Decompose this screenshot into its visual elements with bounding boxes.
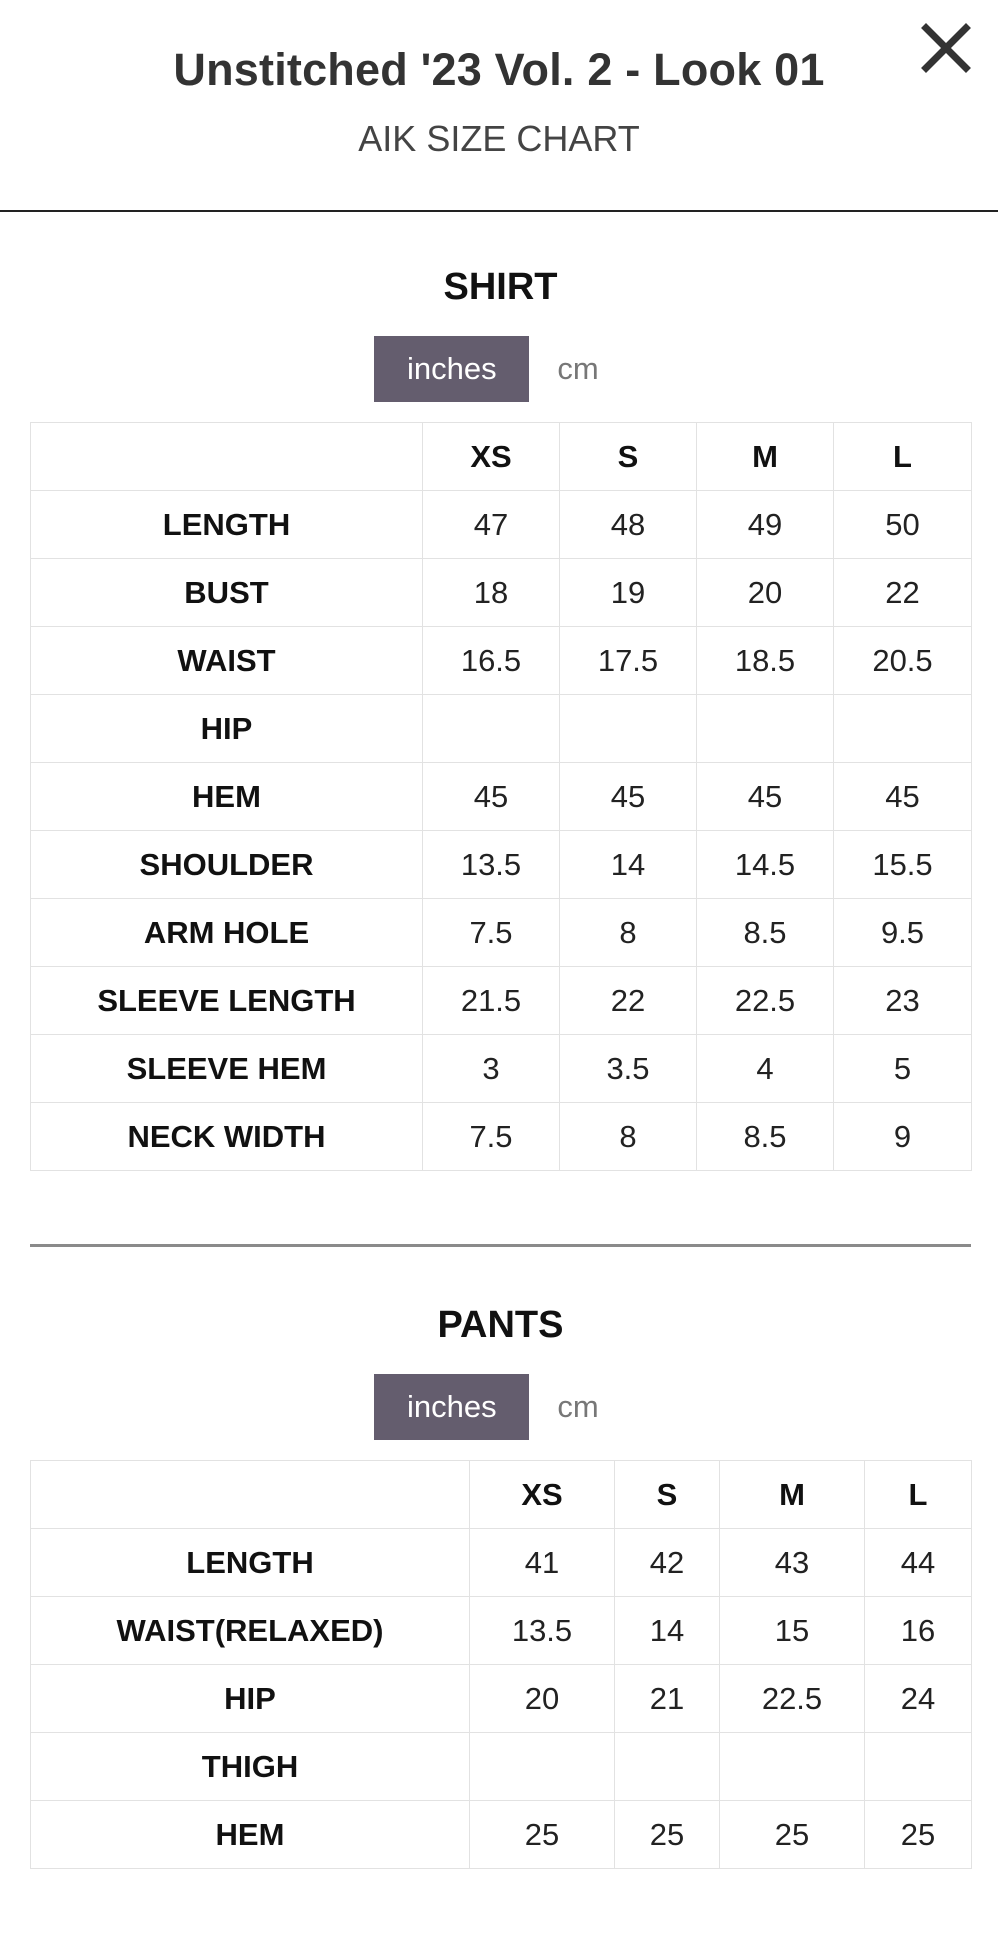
row-label: SLEEVE HEM: [31, 1035, 423, 1103]
row-label: WAIST(RELAXED): [31, 1597, 470, 1665]
table-cell: 15: [720, 1597, 865, 1665]
table-cell: 18: [423, 559, 560, 627]
table-cell: 9: [834, 1103, 972, 1171]
table-row: [31, 627, 972, 695]
table-cell: [423, 695, 560, 763]
shirt-size-table: [30, 422, 972, 1171]
table-cell: 44: [865, 1529, 972, 1597]
table-cell: 17.5: [560, 627, 697, 695]
table-cell: 22: [560, 967, 697, 1035]
table-row: [31, 1529, 972, 1597]
row-label: HIP: [31, 695, 423, 763]
row-label: BUST: [31, 559, 423, 627]
table-cell: 14.5: [697, 831, 834, 899]
table-cell: 15.5: [834, 831, 972, 899]
row-label: SHOULDER: [31, 831, 423, 899]
table-cell: 25: [615, 1801, 720, 1869]
table-row: [31, 1665, 972, 1733]
row-label: ARM HOLE: [31, 899, 423, 967]
shirt-unit-toggle: [30, 336, 971, 404]
column-header: [31, 423, 423, 491]
table-cell: 5: [834, 1035, 972, 1103]
row-label: THIGH: [31, 1733, 470, 1801]
pants-unit-cm-button[interactable]: cm: [557, 1389, 599, 1424]
table-cell: 14: [560, 831, 697, 899]
row-label: LENGTH: [31, 491, 423, 559]
table-cell: 13.5: [423, 831, 560, 899]
table-row: [31, 1733, 972, 1801]
table-cell: 8.5: [697, 1103, 834, 1171]
column-header: [31, 1461, 470, 1529]
table-cell: 21: [615, 1665, 720, 1733]
table-cell: [615, 1733, 720, 1801]
table-cell: 45: [560, 763, 697, 831]
table-cell: 16: [865, 1597, 972, 1665]
table-cell: 22.5: [720, 1665, 865, 1733]
column-header: L: [865, 1461, 972, 1529]
table-cell: 25: [720, 1801, 865, 1869]
table-cell: 25: [470, 1801, 615, 1869]
column-header: XS: [470, 1461, 615, 1529]
table-row: [31, 491, 972, 559]
table-row: [31, 763, 972, 831]
row-label: HEM: [31, 763, 423, 831]
row-label: NECK WIDTH: [31, 1103, 423, 1171]
column-header: S: [615, 1461, 720, 1529]
table-row: [31, 559, 972, 627]
table-cell: 45: [834, 763, 972, 831]
table-cell: 3.5: [560, 1035, 697, 1103]
section-divider: [30, 1244, 971, 1247]
pants-unit-toggle: [30, 1374, 971, 1442]
table-cell: 13.5: [470, 1597, 615, 1665]
table-cell: [560, 695, 697, 763]
pants-unit-inches-button[interactable]: inches: [374, 1374, 529, 1440]
column-header: M: [697, 423, 834, 491]
row-label: LENGTH: [31, 1529, 470, 1597]
pants-section: [30, 1290, 971, 1869]
row-label: SLEEVE LENGTH: [31, 967, 423, 1035]
row-label: WAIST: [31, 627, 423, 695]
table-row: [31, 831, 972, 899]
column-header: M: [720, 1461, 865, 1529]
table-cell: 19: [560, 559, 697, 627]
table-cell: 7.5: [423, 1103, 560, 1171]
table-cell: 50: [834, 491, 972, 559]
table-cell: 48: [560, 491, 697, 559]
table-cell: 23: [834, 967, 972, 1035]
table-cell: 8: [560, 899, 697, 967]
table-cell: 18.5: [697, 627, 834, 695]
table-row: [31, 1035, 972, 1103]
modal-header: [0, 0, 998, 212]
row-label: HIP: [31, 1665, 470, 1733]
table-cell: [470, 1733, 615, 1801]
table-cell: 20.5: [834, 627, 972, 695]
table-cell: 42: [615, 1529, 720, 1597]
table-cell: 24: [865, 1665, 972, 1733]
table-cell: 49: [697, 491, 834, 559]
table-row: [31, 695, 972, 763]
close-button[interactable]: [914, 16, 978, 80]
shirt-unit-inches-button[interactable]: inches: [374, 336, 529, 402]
table-row: [31, 1801, 972, 1869]
table-cell: [697, 695, 834, 763]
table-cell: 22.5: [697, 967, 834, 1035]
table-row: [31, 1597, 972, 1665]
column-header: XS: [423, 423, 560, 491]
table-cell: 47: [423, 491, 560, 559]
table-cell: 8: [560, 1103, 697, 1171]
page-title: Unstitched '23 Vol. 2 - Look 01: [173, 44, 825, 95]
table-cell: 45: [697, 763, 834, 831]
table-cell: [720, 1733, 865, 1801]
table-cell: 16.5: [423, 627, 560, 695]
table-cell: 41: [470, 1529, 615, 1597]
table-cell: 7.5: [423, 899, 560, 967]
table-header-row: [31, 423, 972, 491]
table-cell: 21.5: [423, 967, 560, 1035]
table-cell: 3: [423, 1035, 560, 1103]
pants-section-title: PANTS: [437, 1304, 564, 1346]
column-header: S: [560, 423, 697, 491]
table-cell: 20: [697, 559, 834, 627]
table-cell: 8.5: [697, 899, 834, 967]
table-row: [31, 967, 972, 1035]
table-row: [31, 1103, 972, 1171]
table-cell: 45: [423, 763, 560, 831]
table-cell: 14: [615, 1597, 720, 1665]
table-cell: [834, 695, 972, 763]
close-icon: [914, 16, 978, 80]
row-label: HEM: [31, 1801, 470, 1869]
pants-size-table: [30, 1460, 972, 1869]
table-cell: 4: [697, 1035, 834, 1103]
shirt-unit-cm-button[interactable]: cm: [557, 351, 599, 386]
shirt-section-title: SHIRT: [443, 266, 558, 308]
column-header: L: [834, 423, 972, 491]
table-cell: 43: [720, 1529, 865, 1597]
page-subtitle: AIK SIZE CHART: [358, 118, 640, 159]
table-cell: 22: [834, 559, 972, 627]
table-row: [31, 899, 972, 967]
table-cell: [865, 1733, 972, 1801]
shirt-section: [30, 252, 971, 1171]
table-cell: 25: [865, 1801, 972, 1869]
table-cell: 20: [470, 1665, 615, 1733]
table-cell: 9.5: [834, 899, 972, 967]
table-header-row: [31, 1461, 972, 1529]
